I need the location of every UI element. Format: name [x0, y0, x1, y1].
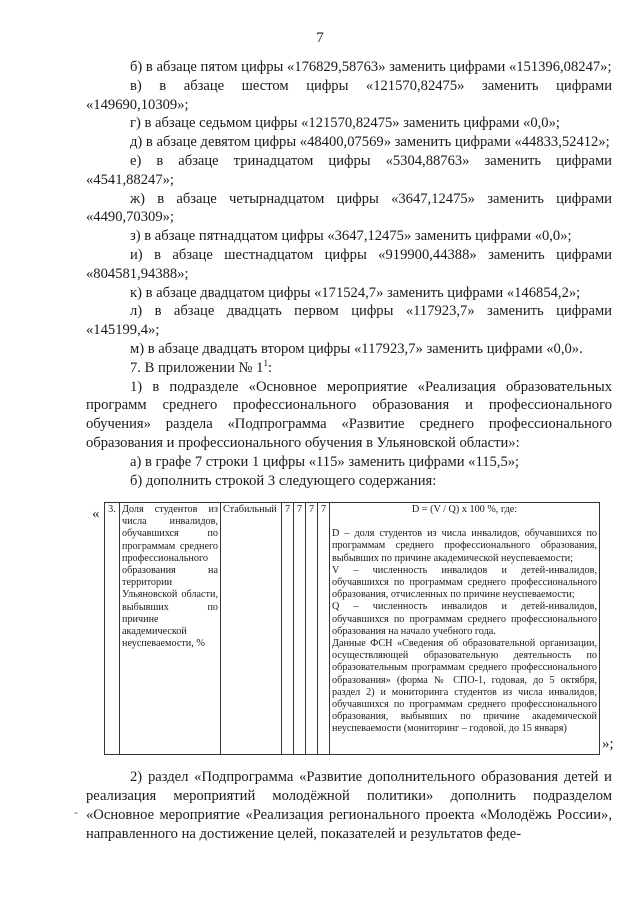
item-g: г) в абзаце седьмом цифры «121570,82475» заменить цифрами «0,0»;	[130, 115, 560, 132]
item-m: м) в абзаце двадцать втором цифры «117923,7» заменить цифрами «0,0».	[130, 340, 583, 357]
section-7-heading-text: 7. В приложении № 1	[130, 359, 264, 376]
row-number: 3.	[105, 503, 120, 755]
section-7-heading-end: :	[267, 359, 272, 376]
section-7-sub1: 1) в подразделе «Основное мероприятие «Реализация образовательных программ среднего профессионального образования и профессионального обучения» раздела «Подпрограмма «Развитие среднего профессионального образования и профессионального обучения в Ульяновской области»:	[86, 378, 612, 451]
item-e: е) в абзаце тринадцатом цифры «5304,88763» заменить цифрами «4541,88247»;	[86, 152, 612, 188]
section-7-heading	[86, 359, 612, 378]
indicator-name: Доля студентов из числа инвалидов, обучавшихся по программам среднего профессионального образования на территории Ульяновской области, выбывших по причине академической неуспеваемости, %	[120, 503, 221, 755]
item-i: и) в абзаце шестнадцатом цифры «919900,44388» заменить цифрами «804581,94388»;	[86, 246, 612, 282]
item-z: з) в абзаце пятнадцатом цифры «3647,12475» заменить цифрами «0,0»;	[130, 228, 572, 245]
data-source: Данные ФСН «Сведения об образовательной организации, осуществляющей образовательную деятельность по образовательным программам среднего профессионального образования» (форма № СПО-1, годовая, до 5 октября, раздел 2) и мониторинга студентов из числа инвалидов, обучавшихся по программам среднего профессионального образования, выбывших по причине академической неуспеваемости (мониторинг – годовой, до 15 января)	[332, 638, 597, 735]
item-v: в) в абзаце шестом цифры «121570,82475» заменить цифрами «149690,10309»;	[86, 77, 612, 113]
table-row	[105, 503, 600, 755]
value-3: 7	[306, 503, 318, 755]
calculation-method	[330, 503, 600, 755]
indicator-trend: Стабильный	[221, 503, 282, 755]
definition-v: V – численность инвалидов и детей-инвалидов, обучавшихся по программам среднего профессионального образования, отчисленных по причине неуспеваемости;	[332, 564, 597, 601]
table-quote-close: »;	[602, 736, 614, 752]
definition-q: Q – численность инвалидов и детей-инвалидов, обучавшихся по программам среднего профессионального образования на начало учебного года.	[332, 601, 597, 637]
bottom-paragraph	[86, 768, 612, 844]
sub-2: 2) раздел «Подпрограмма «Развитие дополнительного образования детей и реализация мероприятий молодёжной политики» дополнить подразделом «Основное мероприятие «Реализация регионального проекта «Молодёжь России», направленного на достижение целей, показателей и результатов феде-	[86, 769, 612, 842]
item-l: л) в абзаце двадцать первом цифры «117923,7» заменить цифрами «145199,4»;	[86, 303, 612, 339]
value-2: 7	[294, 503, 306, 755]
section-7-sub-a: а) в графе 7 строки 1 цифры «115» заменить цифрами «115,5»;	[130, 453, 520, 470]
page-number: 7	[316, 30, 324, 46]
item-d: д) в абзаце девятом цифры «48400,07569» заменить цифрами «44833,52412»;	[130, 134, 610, 151]
item-zh: ж) в абзаце четырнадцатом цифры «3647,12475» заменить цифрами «4490,70309»;	[86, 190, 612, 226]
section-7-sub-b: б) дополнить строкой 3 следующего содержания:	[130, 472, 437, 489]
item-b: б) в абзаце пятом цифры «176829,58763» заменить цифрами «151396,08247»;	[130, 59, 612, 75]
added-table-row	[104, 502, 600, 755]
formula: D = (V / Q) x 100 %, где:	[411, 504, 518, 515]
value-1: 7	[282, 503, 294, 755]
table-quote-open: «	[92, 506, 100, 522]
item-k: к) в абзаце двадцатом цифры «171524,7» заменить цифрами «146854,2»;	[130, 284, 581, 301]
margin-mark: -	[74, 805, 78, 819]
section-7-heading-sup: 1	[263, 357, 268, 368]
amendment-list	[86, 58, 612, 490]
value-4: 7	[318, 503, 330, 755]
definition-d: D – доля студентов из числа инвалидов, обучавшихся по программам среднего профессионального образования, выбывших по причине академической неуспеваемости;	[332, 528, 597, 564]
